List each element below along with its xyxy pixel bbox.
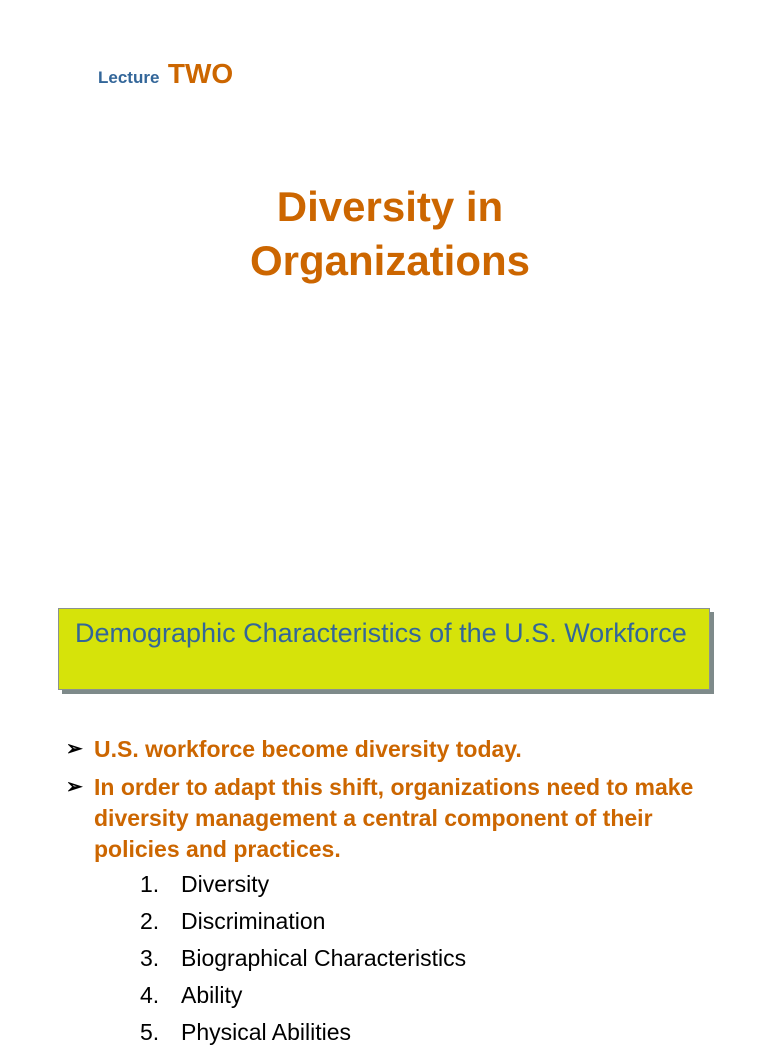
lecture-label: Lecture [98,68,160,87]
list-number: 1. [140,871,160,897]
section-heading: Demographic Characteristics of the U.S. Workforce [75,618,687,648]
bullet-item [66,734,726,765]
list-label: Diversity [181,871,270,897]
arrow-bullet-icon: ➢ [66,738,83,760]
title-line-2: Organizations [249,237,531,284]
bullet-list [66,734,726,872]
list-label: Physical Abilities [181,1019,352,1045]
list-label: Discrimination [181,908,326,934]
page-title [200,180,580,288]
list-number: 5. [140,1019,160,1045]
list-item [140,942,700,979]
list-number: 2. [140,908,160,934]
list-item [140,979,700,1016]
lecture-header [98,58,233,90]
numbered-list [140,868,700,1053]
list-item [140,905,700,942]
title-line-1: Diversity in [276,183,504,230]
list-item [140,868,700,905]
list-number: 3. [140,945,160,971]
list-label: Ability [181,982,243,1008]
list-label: Biographical Characteristics [181,945,467,971]
arrow-bullet-icon: ➢ [66,776,83,798]
list-number: 4. [140,982,160,1008]
list-item [140,1016,700,1053]
bullet-text: In order to adapt this shift, organizations need to make diversity management a central component of their policies and practices. [94,774,694,862]
bullet-item [66,772,726,865]
section-heading-box [58,608,710,690]
bullet-text: U.S. workforce become diversity today. [94,736,522,762]
lecture-number: TWO [167,58,234,89]
